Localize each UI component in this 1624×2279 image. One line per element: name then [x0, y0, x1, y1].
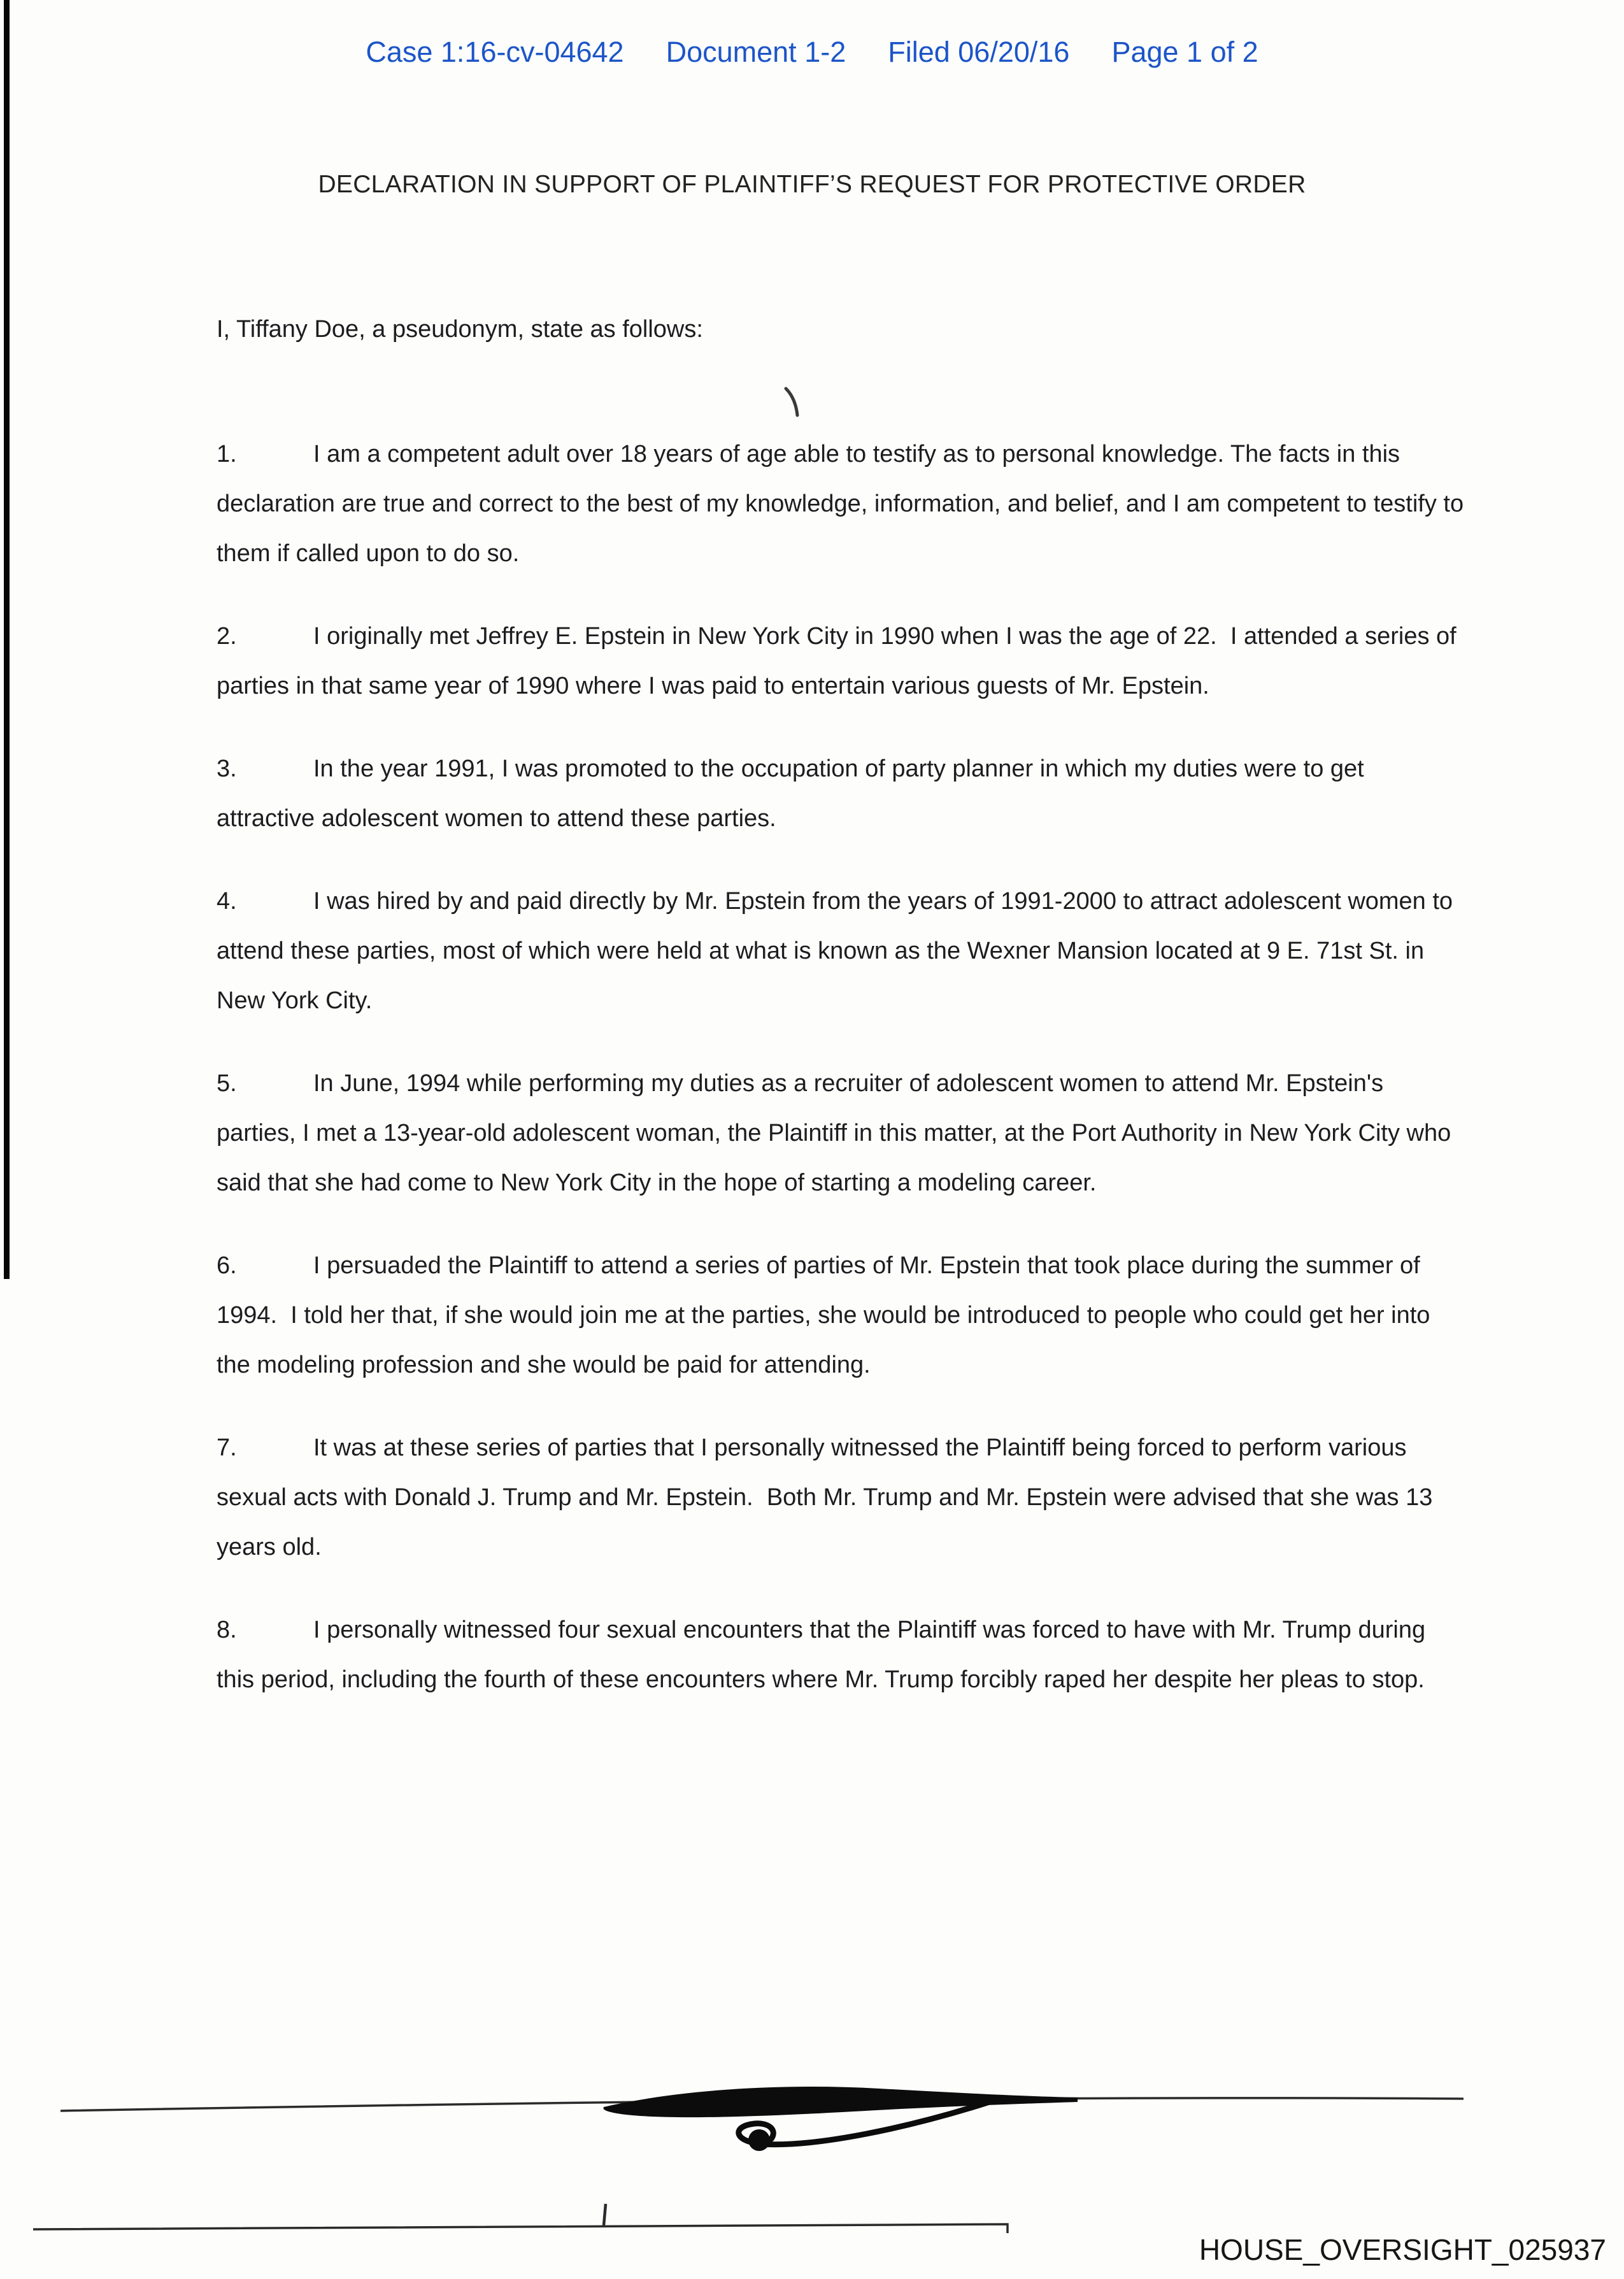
declaration-paragraph-4 [217, 876, 1468, 1025]
paragraph-number: 1. [217, 441, 237, 468]
declaration-paragraph-2 [217, 611, 1468, 711]
paragraph-text: In the year 1991, I was promoted to the occupation of party planner in which my duties were to get attractive adolescent women to attend these parties. [217, 755, 1371, 832]
paragraph-text: I am a competent adult over 18 years of age able to testify as to personal knowledge. The facts in this declaration are true and correct to the best of my knowledge, information, and belief, and I am competent to testify to them if called upon to do so. [217, 441, 1471, 567]
paragraph-number: 4. [217, 888, 237, 915]
paragraph-text: In June, 1994 while performing my duties as a recruiter of adolescent women to attend Mr. Epstein's parties, I met a 13-year-old adolescent woman, the Plaintiff in this matter, at the Port Authority in New York City who said that she had come to New York City in the hope of starting a modeling career. [217, 1070, 1458, 1196]
signature-line [61, 2098, 1464, 2111]
paragraph-number: 7. [217, 1434, 237, 1461]
declaration-paragraph-1 [217, 429, 1471, 578]
declaration-paragraph-6 [217, 1241, 1468, 1390]
document-body [217, 280, 1471, 1704]
paragraph-number: 2. [217, 623, 237, 650]
ink-blob [748, 2129, 770, 2151]
case-header [0, 36, 1624, 69]
bottom-scan-line [33, 2224, 1008, 2233]
paragraph-text: I persuaded the Plaintiff to attend a series of parties of Mr. Epstein that took place during the summer of 1994. I told her that, if she would join me at the parties, she would be introduced to people who could get her into the modeling profession and she would be paid for attending. [217, 1252, 1437, 1378]
declaration-paragraph-3 [217, 744, 1468, 843]
bates-number: HOUSE_OVERSIGHT_025937 [1199, 2233, 1606, 2266]
document-number: Document 1-2 [666, 36, 846, 68]
declaration-paragraph-5 [217, 1059, 1468, 1208]
bottom-line-tick [604, 2204, 606, 2225]
case-number: Case 1:16-cv-04642 [366, 36, 624, 68]
signature-mark [603, 2087, 1078, 2117]
filed-date: Filed 06/20/16 [888, 36, 1070, 68]
paragraph-number: 3. [217, 755, 237, 782]
signature-tail [739, 2101, 994, 2145]
paragraph-text: I originally met Jeffrey E. Epstein in New York City in 1990 when I was the age of 22. I attended a series of parties in that same year of 1990 where I was paid to entertain various guests of Mr. Epstein. [217, 623, 1464, 699]
paragraph-text: I personally witnessed four sexual encounters that the Plaintiff was forced to have with Mr. Trump during this period, including the fourth of these encounters where Mr. Trump forcibly raped her despite her pleas to stop. [217, 1617, 1432, 1693]
paragraph-number: 6. [217, 1252, 237, 1279]
declaration-paragraph-7 [217, 1423, 1468, 1572]
declarant-intro: I, Tiffany Doe, a pseudonym, state as follows: [217, 316, 703, 343]
page-number: Page 1 of 2 [1111, 36, 1258, 68]
paragraph-text: It was at these series of parties that I personally witnessed the Plaintiff being forced to perform various sexual acts with Donald J. Trump and Mr. Epstein. Both Mr. Trump and Mr. Epstein were advised that she was 13 years old. [217, 1434, 1439, 1561]
paragraph-text: I was hired by and paid directly by Mr. Epstein from the years of 1991-2000 to attract adolescent women to attend these parties, most of which were held at what is known as the Wexner Mansion located at 9 E. 71st St. in New York City. [217, 888, 1460, 1014]
document-title: DECLARATION IN SUPPORT OF PLAINTIFF’S REQUEST FOR PROTECTIVE ORDER [318, 171, 1306, 198]
paragraph-number: 8. [217, 1617, 237, 1643]
paragraph-number: 5. [217, 1070, 237, 1097]
declaration-paragraph-8 [217, 1605, 1468, 1704]
